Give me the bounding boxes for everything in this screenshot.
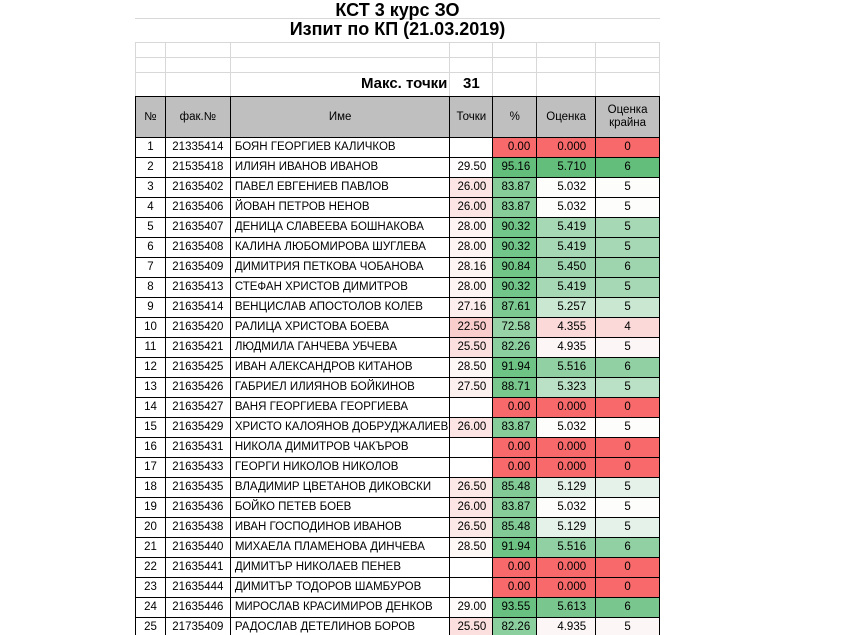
empty-cell	[166, 58, 231, 72]
cell-fak[interactable]: 21535418	[166, 158, 231, 178]
cell-grade[interactable]: 5.129	[537, 518, 596, 538]
cell-fak[interactable]: 21635408	[166, 238, 231, 258]
cell-points[interactable]	[450, 438, 493, 458]
cell-pct[interactable]: 0.00	[493, 578, 537, 598]
empty-cell	[493, 73, 537, 96]
cell-grade[interactable]: 5.419	[537, 218, 596, 238]
cell-fak[interactable]: 21635441	[166, 558, 231, 578]
cell-name[interactable]: РАДОСЛАВ ДЕТЕЛИНОВ БОРОВ	[231, 618, 451, 635]
cell-points[interactable]: 28.16	[450, 258, 493, 278]
cell-name[interactable]: ЙОВАН ПЕТРОВ НЕНОВ	[231, 198, 451, 218]
cell-pct[interactable]: 72.58	[493, 318, 537, 338]
cell-points[interactable]: 26.00	[450, 418, 493, 438]
header-final-grade[interactable]: Оценка крайна	[596, 97, 660, 138]
cell-num[interactable]: 8	[136, 278, 166, 298]
sheet-subtitle[interactable]: Изпит по КП (21.03.2019)	[289, 19, 506, 39]
worksheet	[135, 0, 660, 635]
cell-points[interactable]	[450, 558, 493, 578]
cell-grade[interactable]: 5.516	[537, 538, 596, 558]
empty-cell	[231, 58, 451, 72]
cell-final[interactable]: 5	[596, 418, 660, 438]
cell-points[interactable]: 28.50	[450, 358, 493, 378]
max-points-label[interactable]: Макс. точки	[231, 73, 451, 96]
cell-num[interactable]: 15	[136, 418, 166, 438]
cell-final[interactable]: 6	[596, 598, 660, 618]
empty-cell	[450, 43, 493, 57]
table-row	[136, 398, 660, 418]
cell-name[interactable]: ИЛИЯН ИВАНОВ ИВАНОВ	[231, 158, 451, 178]
cell-num[interactable]: 1	[136, 138, 166, 158]
table-row	[136, 178, 660, 198]
max-points-value[interactable]: 31	[450, 73, 493, 96]
cell-pct[interactable]: 90.32	[493, 218, 537, 238]
cell-grade[interactable]: 5.419	[537, 238, 596, 258]
cell-num[interactable]: 3	[136, 178, 166, 198]
cell-pct[interactable]: 91.94	[493, 538, 537, 558]
cell-name[interactable]: МИРОСЛАВ КРАСИМИРОВ ДЕНКОВ	[231, 598, 451, 618]
cell-fak[interactable]: 21735409	[166, 618, 231, 635]
cell-pct[interactable]: 83.87	[493, 198, 537, 218]
cell-final[interactable]: 0	[596, 138, 660, 158]
table-row	[136, 478, 660, 498]
cell-final[interactable]: 0	[596, 438, 660, 458]
cell-name[interactable]: БОЯН ГЕОРГИЕВ КАЛИЧКОВ	[231, 138, 451, 158]
cell-final[interactable]: 6	[596, 358, 660, 378]
cell-grade[interactable]: 5.129	[537, 478, 596, 498]
cell-pct[interactable]: 91.94	[493, 358, 537, 378]
cell-name[interactable]: СТЕФАН ХРИСТОВ ДИМИТРОВ	[231, 278, 451, 298]
cell-final[interactable]: 6	[596, 258, 660, 278]
cell-points[interactable]: 25.50	[450, 338, 493, 358]
cell-final[interactable]: 0	[596, 398, 660, 418]
cell-grade[interactable]: 0.000	[537, 578, 596, 598]
results-table	[135, 96, 660, 635]
cell-final[interactable]: 5	[596, 298, 660, 318]
cell-final[interactable]: 5	[596, 218, 660, 238]
cell-name[interactable]: ВЛАДИМИР ЦВЕТАНОВ ДИКОВСКИ	[231, 478, 451, 498]
table-row	[136, 578, 660, 598]
cell-pct[interactable]: 90.32	[493, 278, 537, 298]
cell-pct[interactable]: 83.87	[493, 178, 537, 198]
cell-final[interactable]: 5	[596, 238, 660, 258]
cell-num[interactable]: 9	[136, 298, 166, 318]
table-row	[136, 138, 660, 158]
cell-final[interactable]: 5	[596, 618, 660, 635]
cell-num[interactable]: 16	[136, 438, 166, 458]
cell-fak[interactable]: 21635440	[166, 538, 231, 558]
cell-fak[interactable]: 21635407	[166, 218, 231, 238]
table-row	[136, 258, 660, 278]
cell-grade[interactable]: 0.000	[537, 138, 596, 158]
table-row	[136, 498, 660, 518]
cell-pct[interactable]: 85.48	[493, 518, 537, 538]
cell-num[interactable]: 19	[136, 498, 166, 518]
table-row	[136, 358, 660, 378]
empty-cell	[596, 58, 660, 72]
cell-points[interactable]	[450, 398, 493, 418]
cell-fak[interactable]: 21635426	[166, 378, 231, 398]
cell-final[interactable]: 5	[596, 378, 660, 398]
header-name[interactable]: Име	[231, 97, 451, 138]
cell-grade[interactable]: 5.613	[537, 598, 596, 618]
cell-grade[interactable]: 5.516	[537, 358, 596, 378]
table-row	[136, 298, 660, 318]
empty-cell	[493, 43, 537, 57]
cell-points[interactable]: 26.00	[450, 178, 493, 198]
cell-pct[interactable]: 82.26	[493, 338, 537, 358]
cell-grade[interactable]: 0.000	[537, 458, 596, 478]
cell-points[interactable]: 26.00	[450, 198, 493, 218]
cell-points[interactable]	[450, 578, 493, 598]
empty-cell	[493, 58, 537, 72]
table-row	[136, 378, 660, 398]
table-row	[136, 558, 660, 578]
cell-pct[interactable]: 0.00	[493, 558, 537, 578]
cell-grade[interactable]: 5.032	[537, 198, 596, 218]
cell-pct[interactable]: 90.32	[493, 238, 537, 258]
cell-pct[interactable]: 90.84	[493, 258, 537, 278]
cell-pct[interactable]: 0.00	[493, 438, 537, 458]
header-percent[interactable]: %	[493, 97, 537, 138]
cell-points[interactable]	[450, 138, 493, 158]
cell-name[interactable]: НИКОЛА ДИМИТРОВ ЧАКЪРОВ	[231, 438, 451, 458]
cell-fak[interactable]: 21635429	[166, 418, 231, 438]
cell-final[interactable]: 6	[596, 538, 660, 558]
cell-points[interactable]: 28.00	[450, 218, 493, 238]
cell-pct[interactable]: 0.00	[493, 138, 537, 158]
cell-pct[interactable]: 0.00	[493, 458, 537, 478]
cell-points[interactable]: 28.00	[450, 278, 493, 298]
cell-num[interactable]: 7	[136, 258, 166, 278]
cell-final[interactable]: 0	[596, 458, 660, 478]
cell-pct[interactable]: 87.61	[493, 298, 537, 318]
cell-name[interactable]: ГАБРИЕЛ ИЛИЯНОВ БОЙКИНОВ	[231, 378, 451, 398]
cell-num[interactable]: 4	[136, 198, 166, 218]
cell-name[interactable]: ВАНЯ ГЕОРГИЕВА ГЕОРГИЕВА	[231, 398, 451, 418]
cell-num[interactable]: 10	[136, 318, 166, 338]
table-row	[136, 458, 660, 478]
cell-num[interactable]: 11	[136, 338, 166, 358]
empty-cell	[231, 43, 451, 57]
cell-name[interactable]: ГЕОРГИ НИКОЛОВ НИКОЛОВ	[231, 458, 451, 478]
cell-name[interactable]: КАЛИНА ЛЮБОМИРОВА ШУГЛЕВА	[231, 238, 451, 258]
cell-fak[interactable]: 21635421	[166, 338, 231, 358]
title-row-1	[135, 0, 660, 19]
cell-name[interactable]: ЛЮДМИЛА ГАНЧЕВА УБЧЕВА	[231, 338, 451, 358]
cell-name[interactable]: ПАВЕЛ ЕВГЕНИЕВ ПАВЛОВ	[231, 178, 451, 198]
table-row	[136, 538, 660, 558]
cell-num[interactable]: 20	[136, 518, 166, 538]
empty-cell	[596, 73, 660, 96]
cell-fak[interactable]: 21635438	[166, 518, 231, 538]
cell-pct[interactable]: 95.16	[493, 158, 537, 178]
sheet-title[interactable]: КСТ 3 курс ЗО	[335, 0, 460, 20]
cell-fak[interactable]: 21635435	[166, 478, 231, 498]
table-row	[136, 618, 660, 635]
cell-final[interactable]: 0	[596, 578, 660, 598]
cell-fak[interactable]: 21635436	[166, 498, 231, 518]
cell-final[interactable]: 5	[596, 498, 660, 518]
cell-name[interactable]: ИВАН ГОСПОДИНОВ ИВАНОВ	[231, 518, 451, 538]
cell-num[interactable]: 25	[136, 618, 166, 635]
cell-grade[interactable]: 5.032	[537, 498, 596, 518]
cell-num[interactable]: 2	[136, 158, 166, 178]
cell-num[interactable]: 21	[136, 538, 166, 558]
cell-grade[interactable]: 5.257	[537, 298, 596, 318]
cell-final[interactable]: 0	[596, 558, 660, 578]
cell-points[interactable]: 28.50	[450, 538, 493, 558]
cell-pct[interactable]: 85.48	[493, 478, 537, 498]
cell-num[interactable]: 17	[136, 458, 166, 478]
cell-fak[interactable]: 21635425	[166, 358, 231, 378]
table-row	[136, 338, 660, 358]
cell-name[interactable]: МИХАЕЛА ПЛАМЕНОВА ДИНЧЕВА	[231, 538, 451, 558]
cell-final[interactable]: 5	[596, 478, 660, 498]
cell-fak[interactable]: 21635402	[166, 178, 231, 198]
cell-final[interactable]: 5	[596, 198, 660, 218]
cell-pct[interactable]: 82.26	[493, 618, 537, 635]
cell-points[interactable]: 26.50	[450, 518, 493, 538]
empty-cell	[537, 43, 596, 57]
header-fak-number[interactable]: фак.№	[166, 97, 231, 138]
cell-pct[interactable]: 83.87	[493, 418, 537, 438]
empty-cell	[136, 73, 166, 96]
cell-points[interactable]: 28.00	[450, 238, 493, 258]
cell-grade[interactable]: 0.000	[537, 438, 596, 458]
header-grade[interactable]: Оценка	[537, 97, 596, 138]
cell-num[interactable]: 6	[136, 238, 166, 258]
cell-num[interactable]: 12	[136, 358, 166, 378]
table-row	[136, 318, 660, 338]
cell-grade[interactable]: 0.000	[537, 558, 596, 578]
table-row	[136, 238, 660, 258]
cell-pct[interactable]: 0.00	[493, 398, 537, 418]
cell-name[interactable]: ДИМИТРИЯ ПЕТКОВА ЧОБАНОВА	[231, 258, 451, 278]
cell-fak[interactable]: 21635433	[166, 458, 231, 478]
cell-final[interactable]: 4	[596, 318, 660, 338]
empty-row	[135, 58, 660, 73]
empty-row	[135, 43, 660, 58]
cell-name[interactable]: РАЛИЦА ХРИСТОВА БОЕВА	[231, 318, 451, 338]
header-row	[136, 97, 660, 138]
cell-pct[interactable]: 88.71	[493, 378, 537, 398]
empty-cell	[537, 58, 596, 72]
cell-name[interactable]: ХРИСТО КАЛОЯНОВ ДОБРУДЖАЛИЕВ	[231, 418, 451, 438]
cell-grade[interactable]: 5.032	[537, 178, 596, 198]
empty-cell	[596, 43, 660, 57]
table-row	[136, 158, 660, 178]
table-row	[136, 518, 660, 538]
cell-points[interactable]: 26.50	[450, 478, 493, 498]
cell-points[interactable]: 27.50	[450, 378, 493, 398]
cell-grade[interactable]: 5.710	[537, 158, 596, 178]
cell-grade[interactable]: 0.000	[537, 398, 596, 418]
cell-points[interactable]: 25.50	[450, 618, 493, 635]
cell-num[interactable]: 18	[136, 478, 166, 498]
title-row-2	[135, 19, 660, 43]
cell-fak[interactable]: 21335414	[166, 138, 231, 158]
cell-fak[interactable]: 21635444	[166, 578, 231, 598]
table-row	[136, 438, 660, 458]
max-points-row	[135, 73, 660, 96]
empty-cell	[166, 43, 231, 57]
cell-points[interactable]: 22.50	[450, 318, 493, 338]
empty-cell	[136, 43, 166, 57]
table-row	[136, 418, 660, 438]
cell-final[interactable]: 5	[596, 178, 660, 198]
cell-num[interactable]: 5	[136, 218, 166, 238]
header-num[interactable]: №	[136, 97, 166, 138]
cell-points[interactable]	[450, 458, 493, 478]
cell-points[interactable]: 26.00	[450, 498, 493, 518]
cell-final[interactable]: 6	[596, 158, 660, 178]
cell-grade[interactable]: 5.450	[537, 258, 596, 278]
cell-grade[interactable]: 5.032	[537, 418, 596, 438]
empty-cell	[450, 58, 493, 72]
empty-cell	[537, 73, 596, 96]
table-row	[136, 198, 660, 218]
cell-grade[interactable]: 5.419	[537, 278, 596, 298]
cell-final[interactable]: 5	[596, 518, 660, 538]
cell-fak[interactable]: 21635414	[166, 298, 231, 318]
table-row	[136, 278, 660, 298]
cell-num[interactable]: 24	[136, 598, 166, 618]
cell-pct[interactable]: 93.55	[493, 598, 537, 618]
table-row	[136, 218, 660, 238]
cell-num[interactable]: 14	[136, 398, 166, 418]
cell-fak[interactable]: 21635446	[166, 598, 231, 618]
cell-points[interactable]: 27.16	[450, 298, 493, 318]
cell-grade[interactable]: 4.935	[537, 338, 596, 358]
cell-num[interactable]: 22	[136, 558, 166, 578]
cell-fak[interactable]: 21635406	[166, 198, 231, 218]
cell-name[interactable]: БОЙКО ПЕТЕВ БОЕВ	[231, 498, 451, 518]
table-body	[136, 138, 660, 635]
cell-fak[interactable]: 21635420	[166, 318, 231, 338]
cell-grade[interactable]: 4.935	[537, 618, 596, 635]
cell-name[interactable]: ДЕНИЦА СЛАВЕЕВА БОШНАКОВА	[231, 218, 451, 238]
cell-fak[interactable]: 21635409	[166, 258, 231, 278]
cell-name[interactable]: ДИМИТЪР ТОДОРОВ ШАМБУРОВ	[231, 578, 451, 598]
cell-grade[interactable]: 5.323	[537, 378, 596, 398]
cell-pct[interactable]: 83.87	[493, 498, 537, 518]
table-row	[136, 598, 660, 618]
cell-fak[interactable]: 21635413	[166, 278, 231, 298]
cell-points[interactable]: 29.00	[450, 598, 493, 618]
cell-final[interactable]: 5	[596, 278, 660, 298]
cell-points[interactable]: 29.50	[450, 158, 493, 178]
cell-num[interactable]: 23	[136, 578, 166, 598]
cell-name[interactable]: ВЕНЦИСЛАВ АПОСТОЛОВ КОЛЕВ	[231, 298, 451, 318]
cell-name[interactable]: ИВАН АЛЕКСАНДРОВ КИТАНОВ	[231, 358, 451, 378]
cell-name[interactable]: ДИМИТЪР НИКОЛАЕВ ПЕНЕВ	[231, 558, 451, 578]
cell-grade[interactable]: 4.355	[537, 318, 596, 338]
header-points[interactable]: Точки	[450, 97, 493, 138]
cell-fak[interactable]: 21635431	[166, 438, 231, 458]
cell-fak[interactable]: 21635427	[166, 398, 231, 418]
empty-cell	[136, 58, 166, 72]
cell-final[interactable]: 5	[596, 338, 660, 358]
cell-num[interactable]: 13	[136, 378, 166, 398]
empty-cell	[166, 73, 231, 96]
